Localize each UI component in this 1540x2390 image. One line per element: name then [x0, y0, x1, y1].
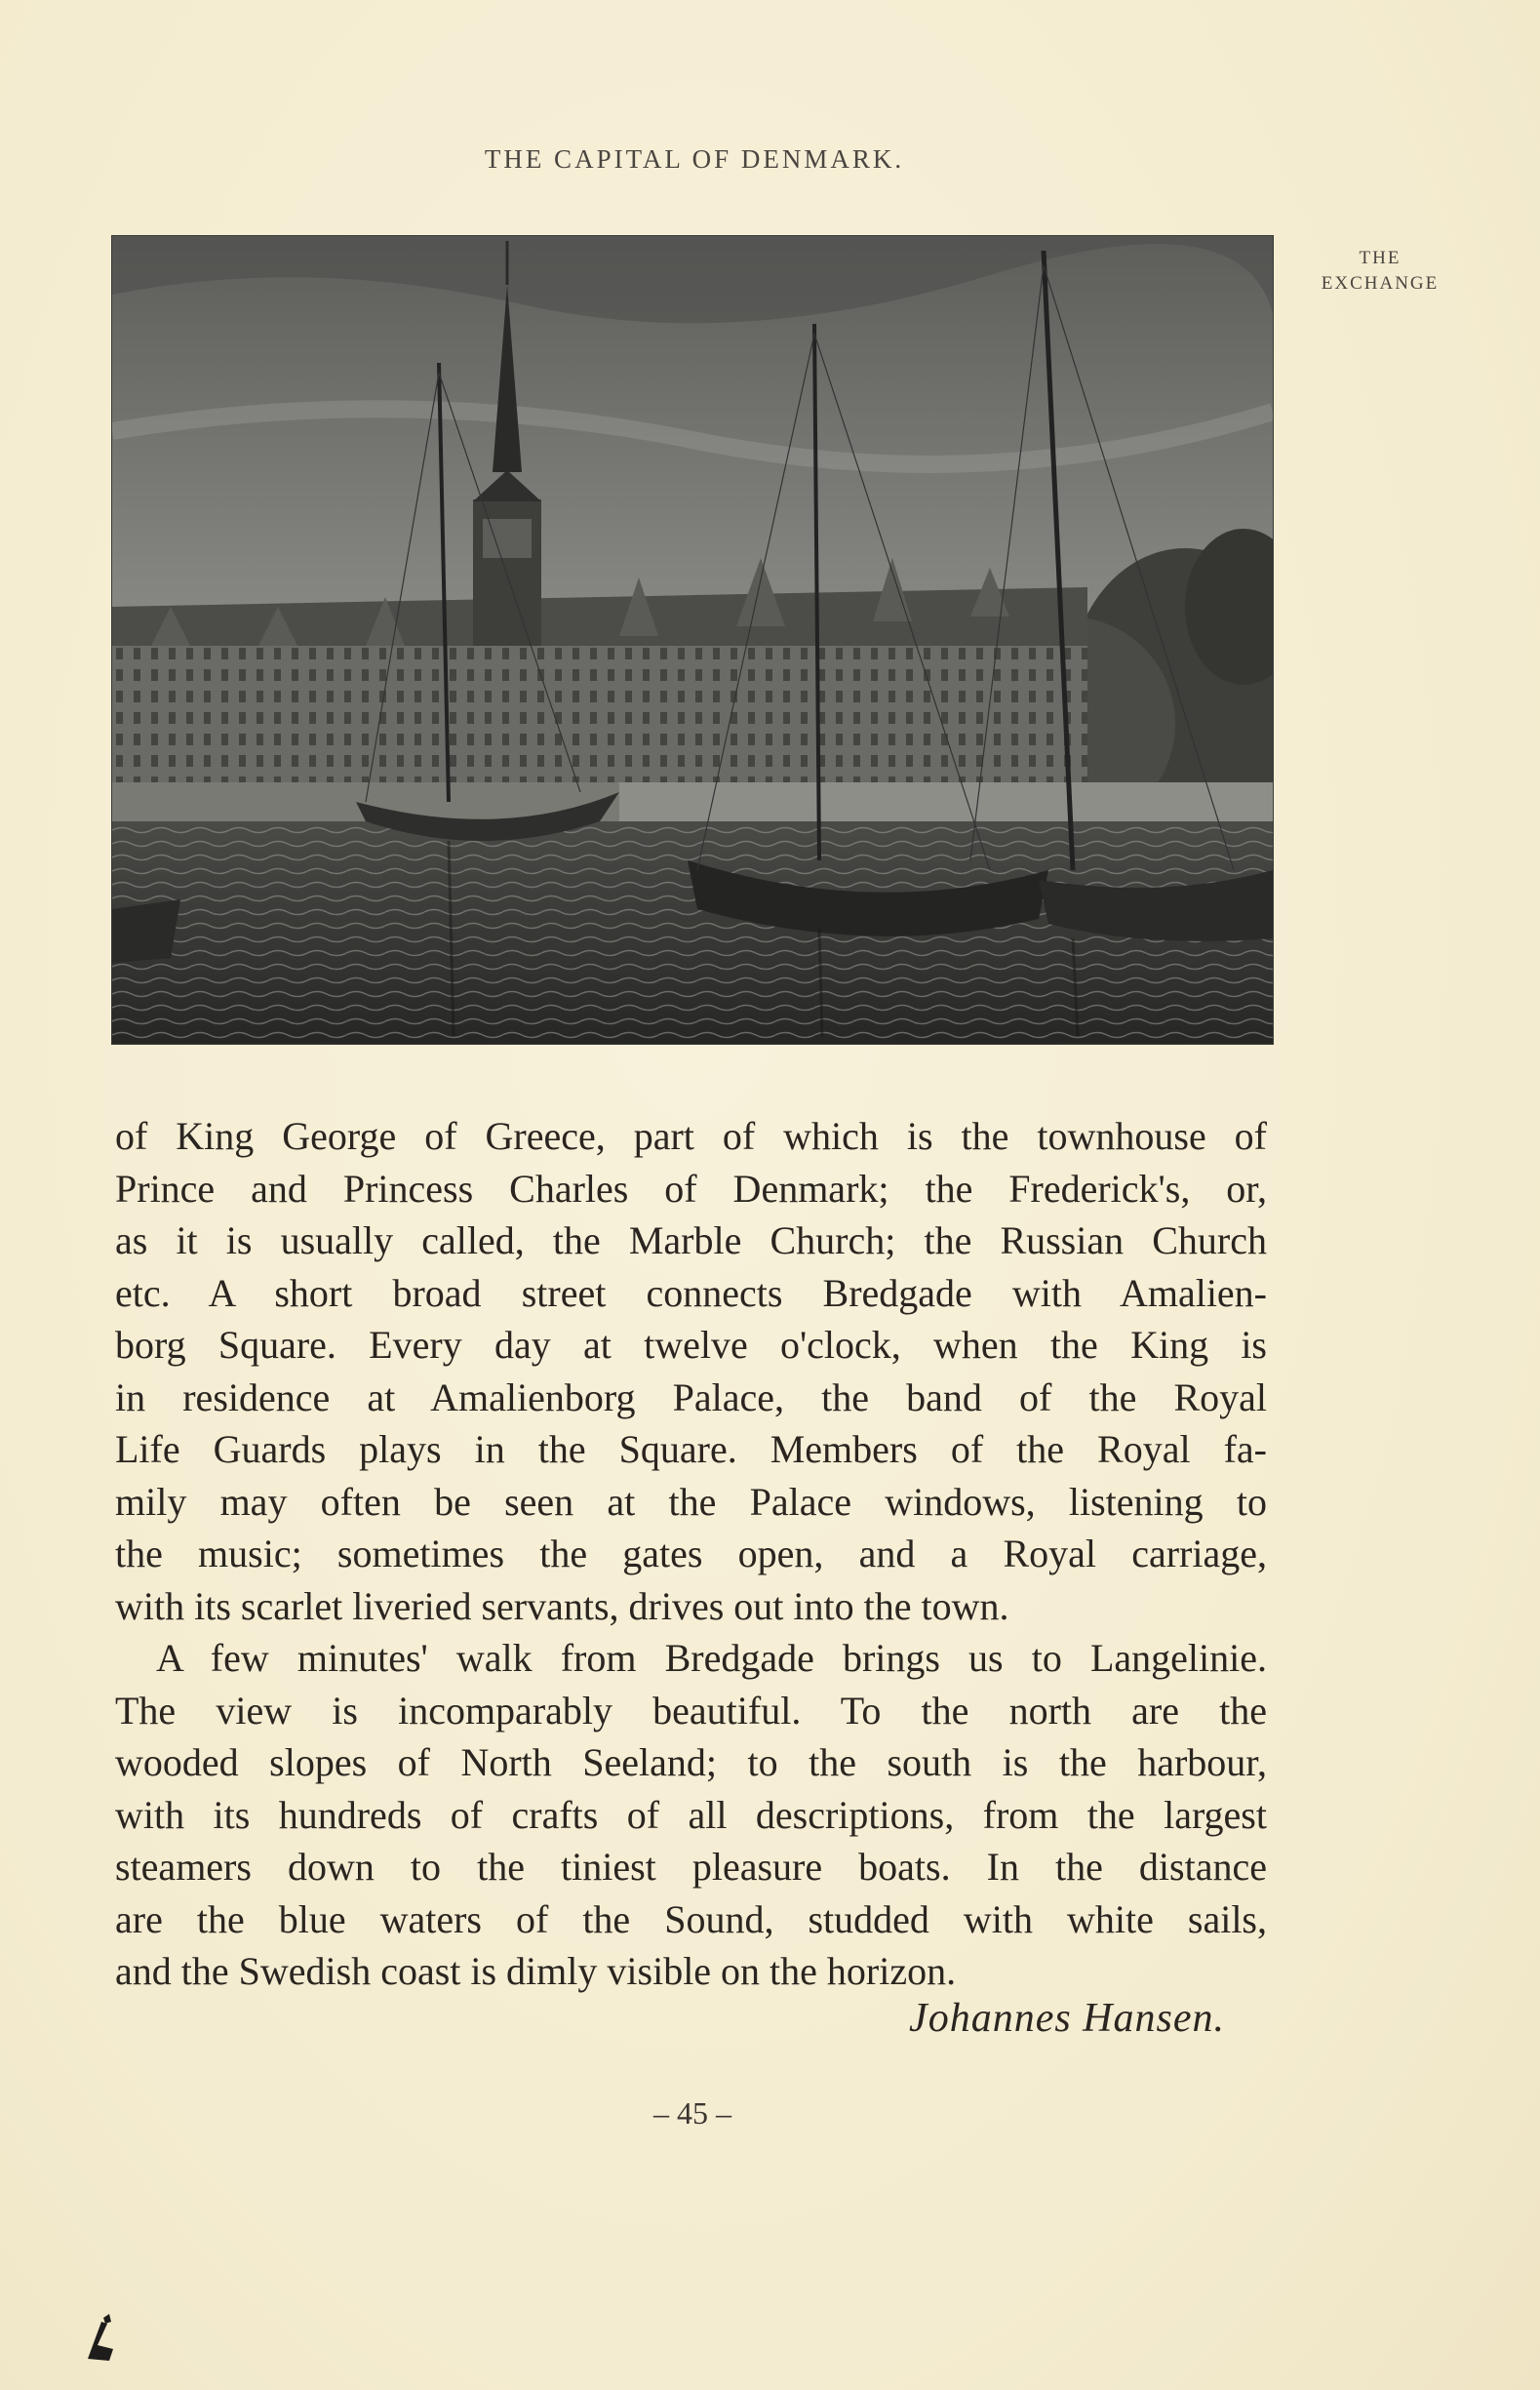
text-line: the music; sometimes the gates open, and a Royal carriage, [115, 1532, 1267, 1575]
text-line: in residence at Amalienborg Palace, the band of the Royal [115, 1374, 1267, 1419]
text-line: Life Guards plays in the Square. Members of the Royal fa- [115, 1427, 1267, 1471]
page-number: – 45 – [653, 2095, 731, 2131]
running-head: THE CAPITAL OF DENMARK. [484, 144, 905, 174]
author-signature: Johannes Hansen. [909, 1996, 1225, 2041]
exchange-harbour-engraving-icon [112, 236, 1273, 1044]
text-line: with its hundreds of crafts of all descriptions, from the largest [115, 1792, 1267, 1837]
text-line: Prince and Princess Charles of Denmark; the Frederick's, or, [115, 1166, 1267, 1211]
text-line: with its scarlet liveried servants, drives out into the town. [115, 1583, 1009, 1628]
exchange-harbour-illustration [112, 236, 1273, 1044]
text-line: mily may often be seen at the Palace windows, listening to [115, 1479, 1267, 1524]
text-line: are the blue waters of the Sound, studded with white sails, [115, 1896, 1267, 1941]
text-line: steamers down to the tiniest pleasure boats. In the distance [115, 1845, 1267, 1889]
body-text [115, 1110, 1267, 1998]
library-stamp-icon [80, 2310, 129, 2369]
text-line: and the Swedish coast is dimly visible on the horizon. [115, 1949, 957, 1993]
text-line: borg Square. Every day at twelve o'clock, when the King is [115, 1323, 1267, 1367]
plate-caption [1297, 246, 1463, 297]
text-line: etc. A short broad street connects Bredgade with Amalien- [115, 1270, 1267, 1315]
text-line: The view is incomparably beautiful. To the north are the [115, 1688, 1267, 1733]
text-line: as it is usually called, the Marble Church; the Russian Church [115, 1218, 1267, 1262]
plate-caption-line1: THE [1359, 248, 1402, 268]
plate-caption-line2: EXCHANGE [1321, 273, 1440, 294]
text-line: wooded slopes of North Seeland; to the south is the harbour, [115, 1740, 1267, 1784]
text-line: of King George of Greece, part of which is the townhouse of [115, 1114, 1267, 1158]
text-line: A few minutes' walk from Bredgade brings us to Langelinie. [156, 1636, 1267, 1680]
